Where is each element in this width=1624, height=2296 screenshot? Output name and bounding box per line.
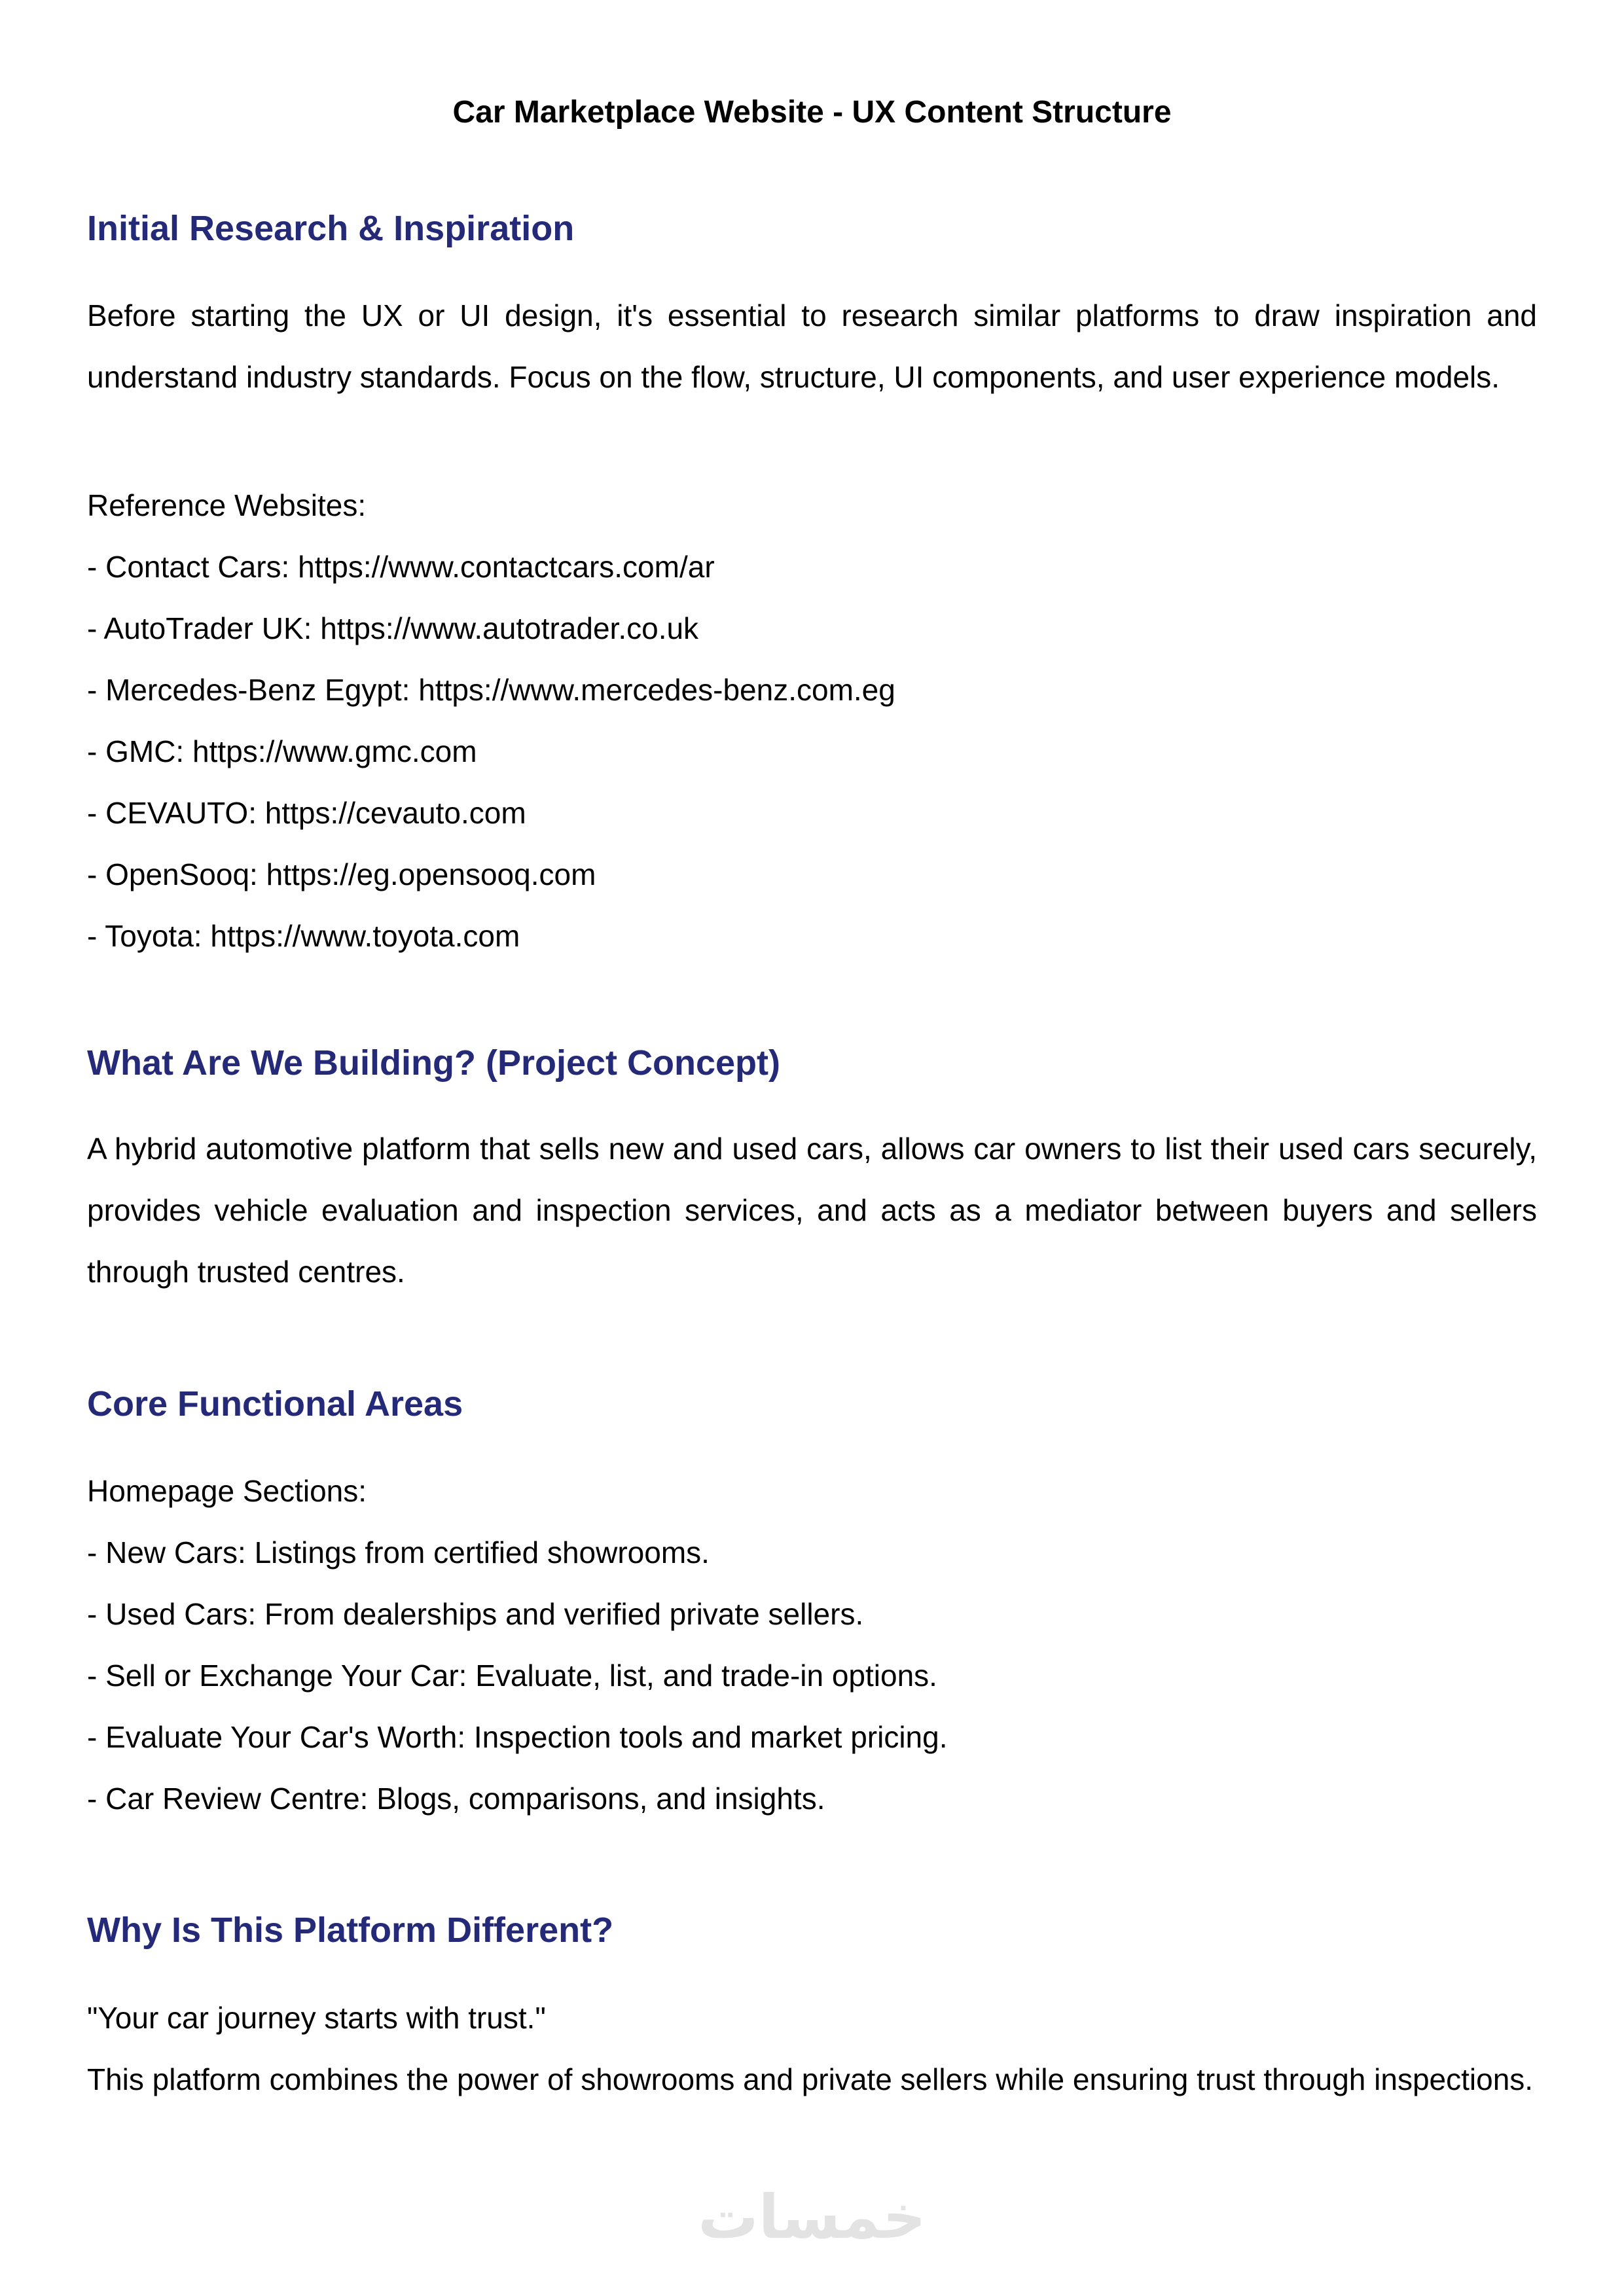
list-title: Reference Websites: [87, 488, 367, 522]
statement-line: This platform combines the power of showrooms and private sellers while ensuring trust through inspections. [87, 2062, 1534, 2096]
paragraph-project-concept [87, 1118, 1537, 1302]
text-line: Before starting the UX or UI design, it's essential to research similar platforms to draw inspiration and [87, 298, 1537, 332]
list-item-cevauto: - CEVAUTO: https://cevauto.com [87, 796, 526, 830]
list-item-used-cars: - Used Cars: From dealerships and verified private sellers. [87, 1597, 864, 1631]
paragraph-platform-different [87, 1987, 1537, 2110]
text-line: A hybrid automotive platform that sells new and used cars, allows car owners to list their used cars securely, [87, 1132, 1537, 1166]
list-item-autotrader: - AutoTrader UK: https://www.autotrader.co.uk [87, 611, 699, 645]
section-heading-platform-different: Why Is This Platform Different? [87, 1910, 614, 1950]
list-item-gmc: - GMC: https://www.gmc.com [87, 734, 477, 768]
list-item-mercedes-benz: - Mercedes-Benz Egypt: https://www.mercedes-benz.com.eg [87, 673, 895, 707]
paragraph-research-intro [87, 285, 1537, 408]
section-heading-project-concept: What Are We Building? (Project Concept) [87, 1043, 781, 1083]
text-line: understand industry standards. Focus on the flow, structure, UI components, and user experience models. [87, 360, 1500, 394]
section-heading-initial-research: Initial Research & Inspiration [87, 209, 575, 248]
quote-line: "Your car journey starts with trust." [87, 2001, 546, 2035]
section-heading-core-functional-areas: Core Functional Areas [87, 1384, 463, 1424]
list-item-opensooq: - OpenSooq: https://eg.opensooq.com [87, 857, 596, 891]
text-line: through trusted centres. [87, 1255, 405, 1289]
khamsat-watermark-logo: خمسات [698, 2182, 926, 2252]
document-title: Car Marketplace Website - UX Content Structure [452, 95, 1172, 130]
list-item-car-review-centre: - Car Review Centre: Blogs, comparisons, and insights. [87, 1782, 825, 1816]
list-item-sell-exchange: - Sell or Exchange Your Car: Evaluate, list, and trade-in options. [87, 1659, 937, 1693]
reference-websites-list [87, 475, 1537, 967]
list-item-new-cars: - New Cars: Listings from certified showrooms. [87, 1535, 710, 1570]
text-line: provides vehicle evaluation and inspection services, and acts as a mediator between buyers and sellers [87, 1193, 1537, 1227]
list-item-toyota: - Toyota: https://www.toyota.com [87, 919, 520, 953]
list-title: Homepage Sections: [87, 1474, 367, 1508]
homepage-sections-list [87, 1460, 1537, 1829]
list-item-evaluate-worth: - Evaluate Your Car's Worth: Inspection tools and market pricing. [87, 1720, 948, 1754]
list-item-contact-cars: - Contact Cars: https://www.contactcars.com/ar [87, 550, 715, 584]
